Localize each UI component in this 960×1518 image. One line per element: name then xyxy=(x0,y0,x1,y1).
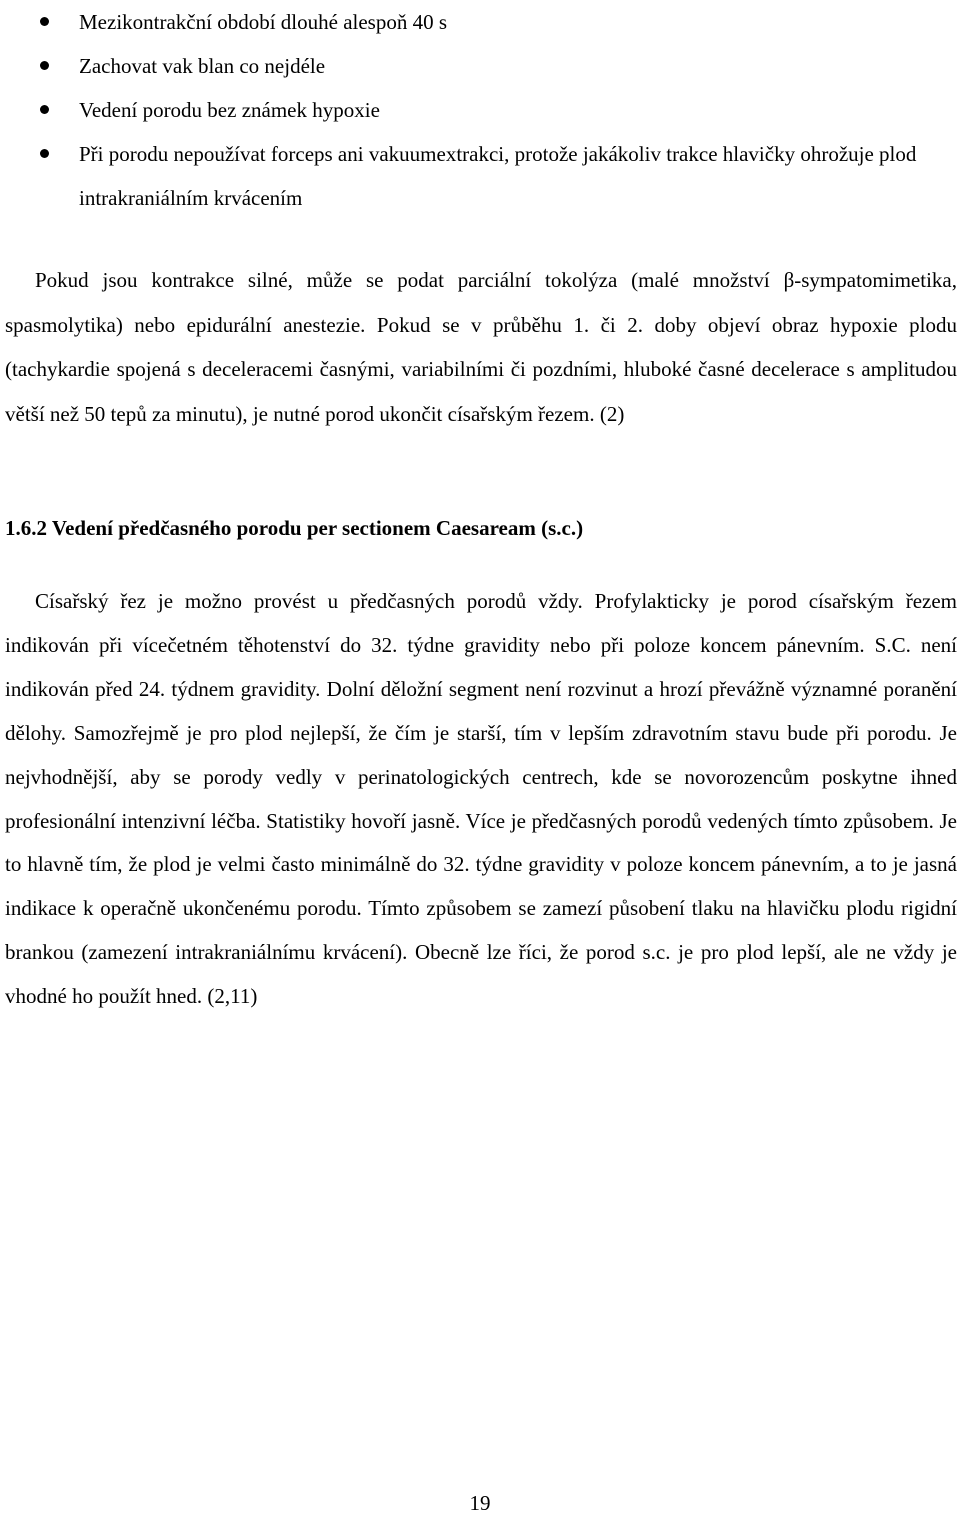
body-paragraph xyxy=(5,580,957,1019)
bullet-list xyxy=(0,0,960,220)
paragraph-text: Císařský řez je možno provést u předčasných porodů vždy. Profylakticky je porod císařským řezem indikován při vícečetném těhotenství do 32. týdne gravidity nebo při poloze koncem pánevním. S.C. není indikován před 24. týdnem gravidity. Dolní děložní segment není rozvinut a hrozí převážně významné poranění dělohy. Samozřejmě je pro plod nejlepší, že čím je starší, tím v lepším zdravotním stavu bude při porodu. Je nejvhodnější, aby se porody vedly v perinatologických centrech, kde se novorozencům poskytne ihned profesionální intenzivní léčba. Statistiky hovoří jasně. Více je předčasných porodů vedených tímto způsobem. Je to hlavně tím, že plod je velmi často minimálně do 32. týdne gravidity v poloze koncem pánevním, a to je jasná indikace k operačně ukončenému porodu. Tímto způsobem se zamezí působení tlaku na hlavičku plodu rigidní brankou (zamezení intrakraniálnímu krvácení). Obecně lze říci, že porod s.c. je pro plod lepší, ale ne vždy je vhodné ho použít hned. (2,11) xyxy=(5,589,957,1009)
list-item: Zachovat vak blan co nejdéle xyxy=(0,44,960,88)
list-item: Při porodu nepoužívat forceps ani vakuumextrakci, protože jakákoliv trakce hlavičky ohrožuje plod intrakraniálním krvácením xyxy=(0,132,960,220)
section-heading: 1.6.2 Vedení předčasného porodu per sectionem Caesaream (s.c.) xyxy=(5,516,584,540)
body-paragraph xyxy=(5,258,957,436)
paragraph-text: Pokud jsou kontrakce silné, může se podat parciální tokolýza (malé množství β-sympatomimetika, spasmolytika) nebo epidurální anestezie. Pokud se v průběhu 1. či 2. doby objeví obraz hypoxie plodu (tachykardie spojená s deceleracemi časnými, variabilními či pozdními, hluboké časné decelerace s amplitudou větší než 50 tepů za minutu), je nutné porod ukončit císařským řezem. (2) xyxy=(5,268,957,426)
page-number: 19 xyxy=(469,1491,491,1515)
list-item: Mezikontrakční období dlouhé alespoň 40 s xyxy=(0,0,960,44)
list-item: Vedení porodu bez známek hypoxie xyxy=(0,88,960,132)
